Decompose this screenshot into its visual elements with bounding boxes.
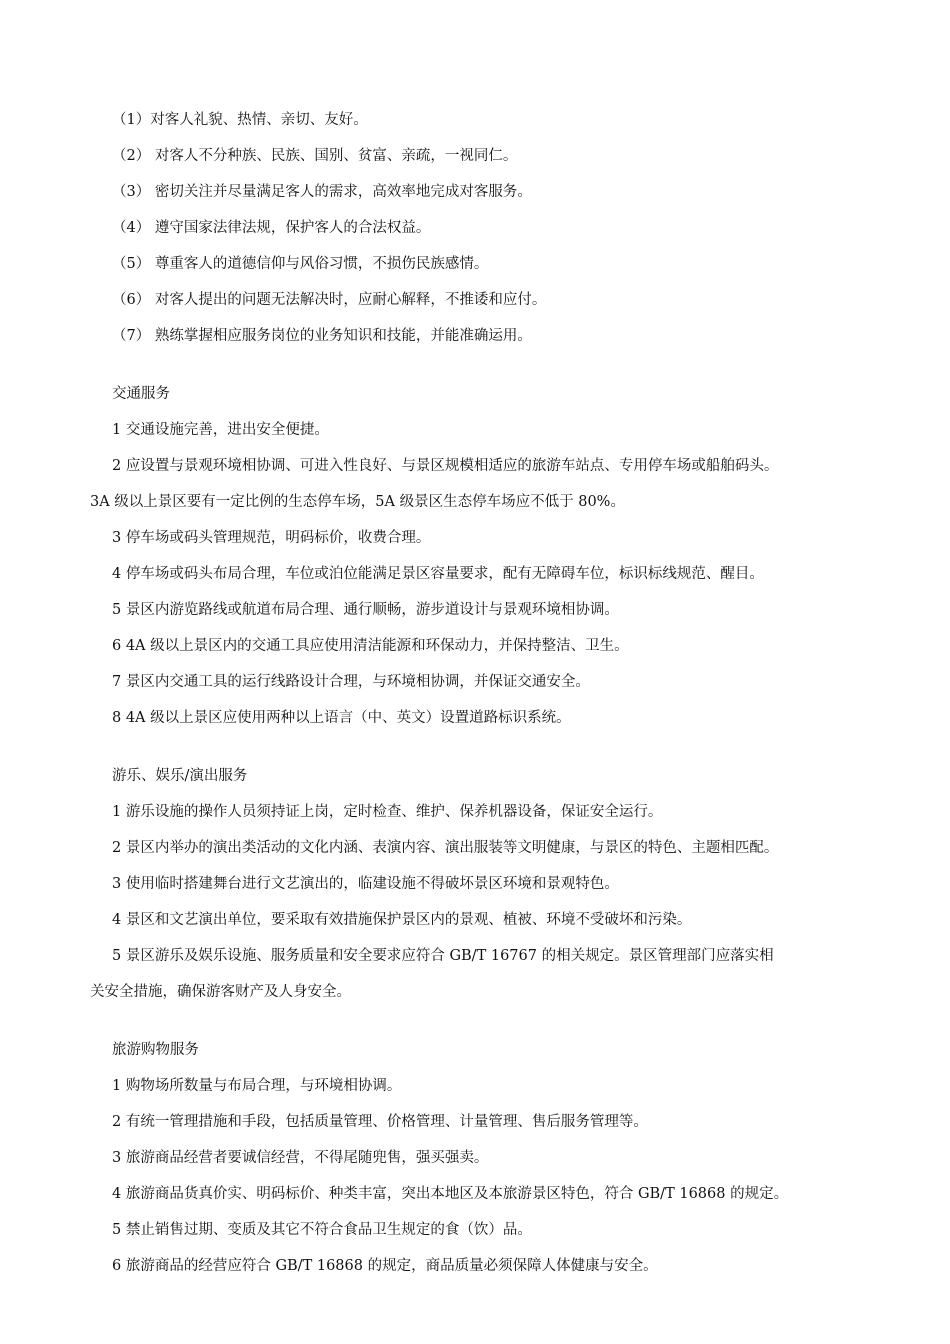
list-item: 1 游乐设施的操作人员须持证上岗，定时检查、维护、保养机器设备，保证安全运行。 [112,804,663,820]
section-heading: 游乐、娱乐/演出服务 [112,768,248,784]
list-item: （4） 遵守国家法律法规，保护客人的合法权益。 [112,220,431,236]
list-item: （6） 对客人提出的问题无法解决时，应耐心解释，不推诿和应付。 [112,292,547,308]
list-item: 3 停车场或码头管理规范，明码标价，收费合理。 [112,530,431,546]
shopping-service-section [90,1032,860,1284]
list-item: 4 景区和文艺演出单位，要采取有效措施保护景区内的景观、植被、环境不受破坏和污染。 [112,912,692,928]
list-item: 5 景区游乐及娱乐设施、服务质量和安全要求应符合 GB/T 16767 的相关规定。景区管理部门应落实相 [112,948,774,964]
list-item: （1）对客人礼貌、热情、亲切、友好。 [112,112,368,128]
list-item-continuation: 3A 级以上景区要有一定比例的生态停车场，5A 级景区生态停车场应不低于 80%。 [90,494,625,510]
list-item: （7） 熟练掌握相应服务岗位的业务知识和技能，并能准确运用。 [112,328,532,344]
list-item: 4 旅游商品货真价实、明码标价、种类丰富，突出本地区及本旅游景区特色，符合 GB/T 16868 的规定。 [112,1186,789,1202]
list-item: 7 景区内交通工具的运行线路设计合理，与环境相协调，并保证交通安全。 [112,674,590,690]
list-item-continuation: 关安全措施，确保游客财产及人身安全。 [90,984,351,1000]
list-item: 2 景区内举办的演出类活动的文化内涵、表演内容、演出服装等文明健康，与景区的特色、主题相匹配。 [112,840,779,856]
list-item: 5 禁止销售过期、变质及其它不符合食品卫生规定的食（饮）品。 [112,1222,532,1238]
list-item: 6 4A 级以上景区内的交通工具应使用清洁能源和环保动力，并保持整洁、卫生。 [112,638,629,654]
entertainment-service-section [90,758,860,1010]
list-item: 1 交通设施完善，进出安全便捷。 [112,422,329,438]
list-item: 1 购物场所数量与布局合理，与环境相协调。 [112,1078,402,1094]
list-item: 8 4A 级以上景区应使用两种以上语言（中、英文）设置道路标识系统。 [112,710,571,726]
section-heading: 旅游购物服务 [112,1042,199,1058]
service-principles-list [90,102,860,354]
list-item: 2 有统一管理措施和手段，包括质量管理、价格管理、计量管理、售后服务管理等。 [112,1114,648,1130]
list-item: （2） 对客人不分种族、民族、国别、贫富、亲疏，一视同仁。 [112,148,518,164]
section-heading: 交通服务 [112,386,170,402]
list-item: 5 景区内游览路线或航道布局合理、通行顺畅，游步道设计与景观环境相协调。 [112,602,619,618]
traffic-service-section [90,376,860,736]
list-item: 6 旅游商品的经营应符合 GB/T 16868 的规定，商品质量必须保障人体健康与安全。 [112,1258,658,1274]
list-item: 3 旅游商品经营者要诚信经营，不得尾随兜售，强买强卖。 [112,1150,489,1166]
list-item: （3） 密切关注并尽量满足客人的需求，高效率地完成对客服务。 [112,184,532,200]
list-item: 3 使用临时搭建舞台进行文艺演出的，临建设施不得破坏景区环境和景观特色。 [112,876,619,892]
list-item: 2 应设置与景观环境相协调、可进入性良好、与景区规模相适应的旅游车站点、专用停车场或船舶码头。 [112,458,779,474]
list-item: （5） 尊重客人的道德信仰与风俗习惯，不损伤民族感情。 [112,256,489,272]
list-item: 4 停车场或码头布局合理，车位或泊位能满足景区容量要求，配有无障碍车位，标识标线规范、醒目。 [112,566,764,582]
